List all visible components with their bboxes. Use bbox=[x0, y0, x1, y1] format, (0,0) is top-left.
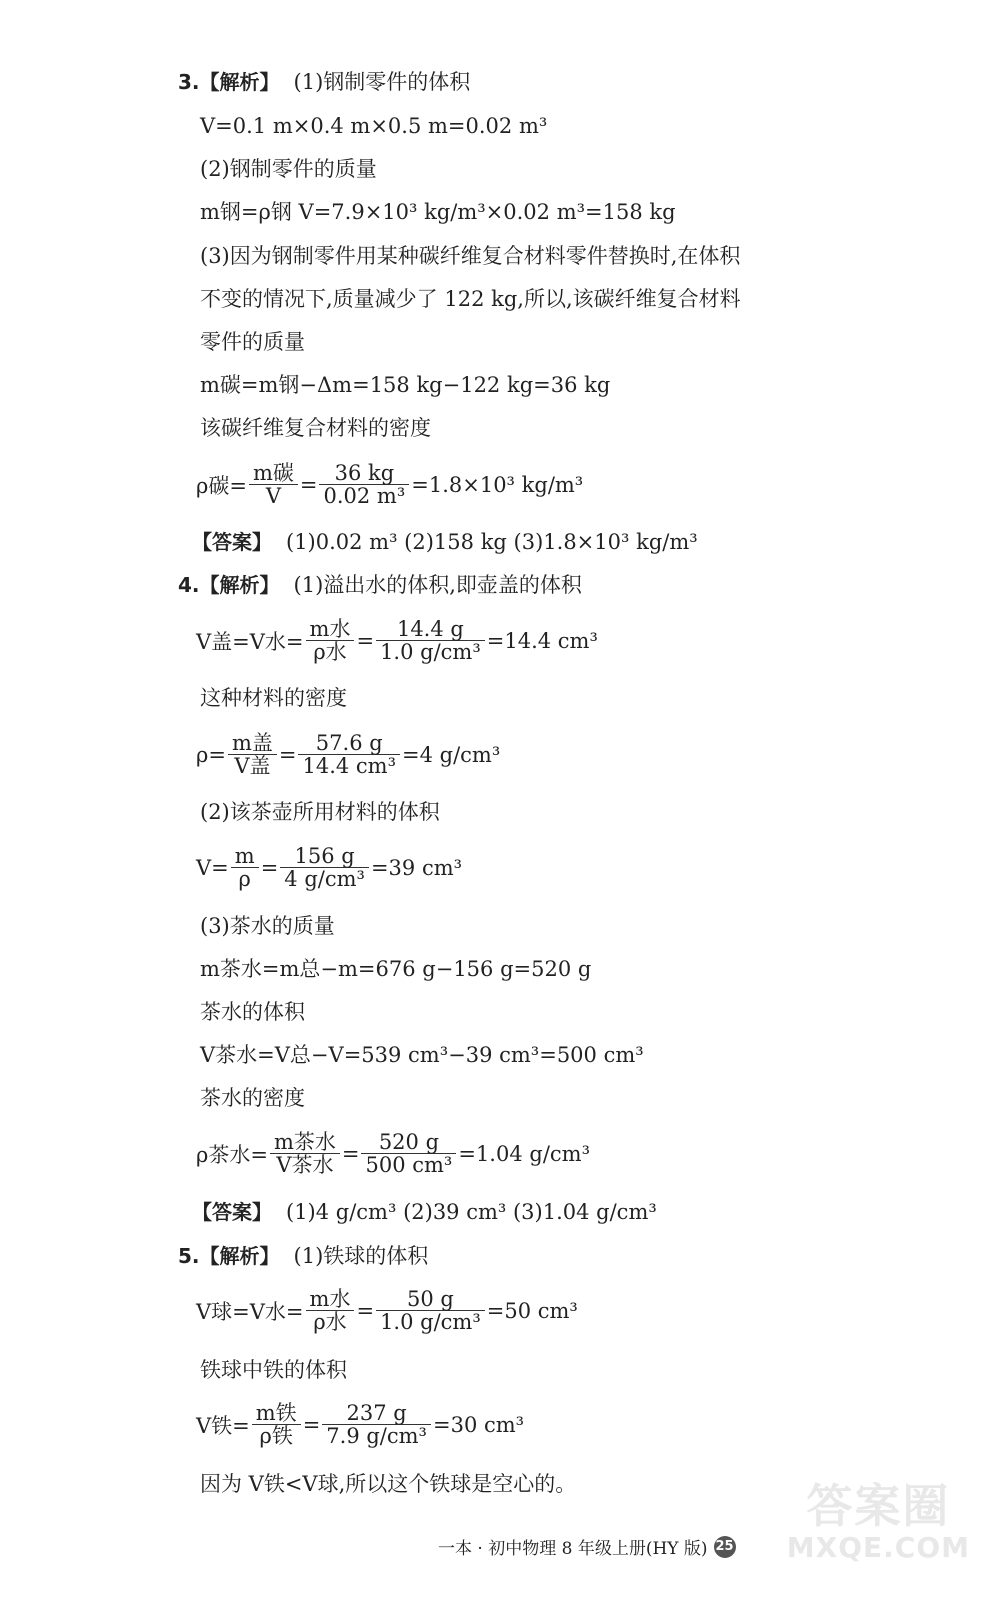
eq-lhs: ρ碳= bbox=[196, 473, 247, 498]
fraction: $\frac{237 g}{\text{7.9 g/cm³}}$ bbox=[322, 1402, 431, 1447]
q4-line4: (3)茶水的质量 bbox=[200, 914, 335, 938]
fraction: $\frac{\text{m茶水}}{\text{V茶水}}$ bbox=[270, 1131, 340, 1176]
q3-line4: m钢=ρ钢 V=7.9×10³ kg/m³×0.02 m³=158 kg bbox=[200, 200, 676, 224]
q3-answer-text: (1)0.02 m³ (2)158 kg (3)1.8×10³ kg/m³ bbox=[286, 530, 698, 554]
page-number: 25 bbox=[714, 1536, 736, 1558]
q3-line2: V=0.1 m×0.4 m×0.5 m=0.02 m³ bbox=[200, 114, 548, 138]
q4-line6: 茶水的体积 bbox=[200, 1000, 305, 1024]
q5-line3: 因为 V铁<V球,所以这个铁球是空心的。 bbox=[200, 1472, 577, 1496]
fraction: $\frac{\text{m铁}}{\text{ρ铁}}$ bbox=[252, 1402, 301, 1447]
q4-heading bbox=[178, 571, 582, 599]
q5-heading bbox=[178, 1242, 428, 1270]
q3-heading bbox=[178, 68, 470, 96]
q3-line7: 零件的质量 bbox=[200, 330, 305, 354]
fraction: $\frac{14.4 g}{\text{1.0 g/cm³}}$ bbox=[376, 618, 485, 663]
q3-answer-tag: 【答案】 bbox=[192, 530, 272, 554]
q3-number: 3. bbox=[178, 70, 200, 94]
q4-eq2: ρ= $\frac{\text{m盖}}{\text{V盖}}$ = $\frac{57.6 g}{\text{14.4 cm³}}$ =4 g/cm³ bbox=[196, 731, 501, 778]
q3-analysis-tag: 【解析】 bbox=[199, 70, 280, 94]
fraction: $\frac{50 g}{\text{1.0 g/cm³}}$ bbox=[376, 1288, 485, 1333]
q5-eq1: V球=V水= $\frac{\text{m水}}{\text{ρ水}}$ = $\frac{50 g}{\text{1.0 g/cm³}}$ =50 cm³ bbox=[196, 1287, 578, 1334]
footer-title: 一本 · 初中物理 8 年级上册(HY 版) bbox=[438, 1539, 708, 1559]
q3-line1: (1)钢制零件的体积 bbox=[293, 70, 471, 94]
q4-number: 4. bbox=[178, 573, 200, 597]
q5-line2: 铁球中铁的体积 bbox=[200, 1358, 347, 1382]
q4-line2: 这种材料的密度 bbox=[200, 686, 347, 710]
watermark-line2: MXQE.COM bbox=[786, 1531, 970, 1564]
fraction: $\frac{\text{m碳}}{V}$ bbox=[249, 462, 298, 507]
q3-line8: m碳=m钢−Δm=158 kg−122 kg=36 kg bbox=[200, 373, 611, 397]
q4-eq3: V= $\frac{m}{\rho}$ = $\frac{156 g}{\text{4 g/cm³}}$ =39 cm³ bbox=[196, 844, 463, 891]
fraction: $\frac{m}{\rho}$ bbox=[231, 845, 259, 890]
q4-answer-text: (1)4 g/cm³ (2)39 cm³ (3)1.04 g/cm³ bbox=[286, 1200, 657, 1224]
q5-line1: (1)铁球的体积 bbox=[293, 1244, 429, 1268]
q4-answer bbox=[192, 1198, 657, 1226]
q4-eq1: V盖=V水= $\frac{\text{m水}}{\text{ρ水}}$ = $\frac{14.4 g}{\text{1.0 g/cm³}}$ =14.4 cm³ bbox=[196, 617, 598, 664]
q3-line6: 不变的情况下,质量减少了 122 kg,所以,该碳纤维复合材料 bbox=[200, 287, 741, 311]
q3-line5: (3)因为钢制零件用某种碳纤维复合材料零件替换时,在体积 bbox=[200, 244, 741, 268]
fraction: $\frac{36 kg}{\text{0.02 m³}}$ bbox=[319, 462, 409, 507]
q3-line3: (2)钢制零件的质量 bbox=[200, 157, 377, 181]
q3-answer bbox=[192, 528, 698, 556]
watermark-logo bbox=[787, 1480, 970, 1564]
fraction: $\frac{156 g}{\text{4 g/cm³}}$ bbox=[280, 845, 369, 890]
q4-line7: V茶水=V总−V=539 cm³−39 cm³=500 cm³ bbox=[200, 1043, 644, 1067]
fraction: $\frac{520 g}{\text{500 cm³}}$ bbox=[361, 1131, 456, 1176]
q4-line1: (1)溢出水的体积,即壶盖的体积 bbox=[293, 573, 582, 597]
q4-line8: 茶水的密度 bbox=[200, 1086, 305, 1110]
watermark-line1: 答案圈 bbox=[806, 1479, 951, 1533]
fraction: $\frac{\text{m盖}}{\text{V盖}}$ bbox=[228, 732, 277, 777]
eq-rhs: =1.8×10³ kg/m³ bbox=[411, 472, 584, 497]
q5-eq2: V铁= $\frac{\text{m铁}}{\text{ρ铁}}$ = $\frac{237 g}{\text{7.9 g/cm³}}$ =30 cm³ bbox=[196, 1401, 525, 1448]
fraction: $\frac{\text{m水}}{\text{ρ水}}$ bbox=[306, 618, 355, 663]
page-footer bbox=[438, 1534, 736, 1559]
q4-analysis-tag: 【解析】 bbox=[199, 573, 280, 597]
q3-density-equation: ρ碳= $\frac{\text{m碳}}{V}$ = $\frac{36 kg}{\text{0.02 m³}}$ =1.8×10³ kg/m³ bbox=[196, 461, 584, 508]
q4-line3: (2)该茶壶所用材料的体积 bbox=[200, 800, 440, 824]
q4-line5: m茶水=m总−m=676 g−156 g=520 g bbox=[200, 957, 592, 981]
q5-analysis-tag: 【解析】 bbox=[199, 1244, 280, 1268]
fraction: $\frac{57.6 g}{\text{14.4 cm³}}$ bbox=[298, 732, 400, 777]
q4-eq4: ρ茶水= $\frac{\text{m茶水}}{\text{V茶水}}$ = $\frac{520 g}{\text{500 cm³}}$ =1.04 g/cm³ bbox=[196, 1130, 590, 1177]
q5-number: 5. bbox=[178, 1244, 200, 1268]
q3-line9: 该碳纤维复合材料的密度 bbox=[200, 416, 431, 440]
q4-answer-tag: 【答案】 bbox=[192, 1200, 272, 1224]
fraction: $\frac{\text{m水}}{\text{ρ水}}$ bbox=[306, 1288, 355, 1333]
